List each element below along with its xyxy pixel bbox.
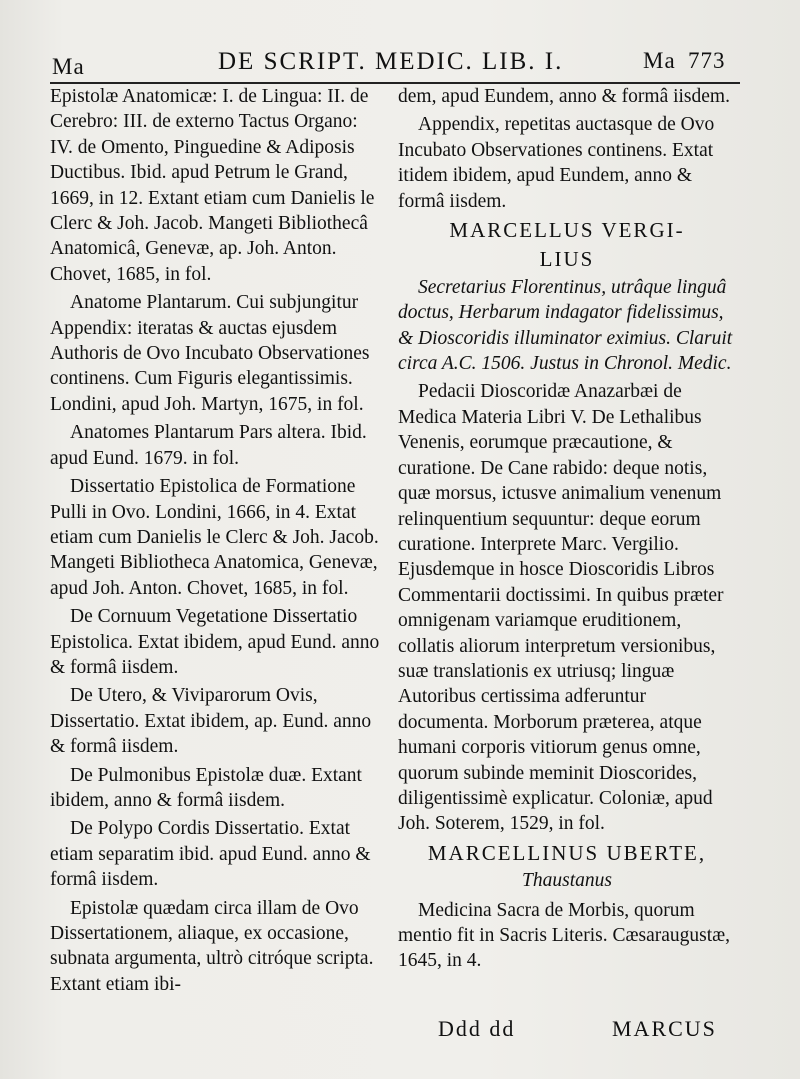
header-title: DE SCRIPT. MEDIC. LIB. I. [218,48,564,75]
entry-paragraph: Medicina Sacra de Morbis, quorum mentio fit in Sacris Literis. Cæsaraugustæ, 1645, in 4. [398,899,731,972]
entry-paragraph: Anatomes Plantarum Pars altera. Ibid. apud Eund. 1679. in fol. [50,422,367,469]
right-column [398,84,736,977]
left-column [50,84,380,1000]
entry-paragraph: De Polypo Cordis Dissertatio. Extat etiam separatim ibid. apud Eund. anno & formâ iisdem. [50,818,371,891]
entry-paragraph: Pedacii Dioscoridæ Anazarbæi de Medica Materia Libri V. De Lethalibus Venenis, eorumque præcautione, & curatione. De Cane rabido: deque notis, quæ morsus, ictusve animalium venenum relinquentium sequuntur: deque eorum curatione. Interprete Marc. Vergilio. Ejusdemque in hosce Dioscoridis Libros Commentarii doctissimi. In quibus præter omnigenam variamque eruditionem, collatis aliorum interpretum versionibus, suæ translationis ex utriusq; linguæ Autoribus certissima adferuntur documenta. Morborum præterea, atque humani corporis vitiorum genus omne, quorum subinde meminit Dioscorides, diligentissimè explicatur. Coloniæ, apud Joh. Soterem, 1529, in fol. [398,381,724,835]
appendix-paragraph: Appendix, repetitas auctasque de Ovo Incubato Observationes continens. Extat itidem ibidem, apud Eundem, anno & formâ iisdem. [398,114,715,212]
continuation-paragraph: dem, apud Eundem, anno & formâ iisdem. [398,86,730,107]
entry-paragraph: Dissertatio Epistolica de Formatione Pulli in Ovo. Londini, 1666, in 4. Extat etiam cum Danielis le Clerc & Joh. Jacob. Mangeti Bibliotheca Anatomica, Genevæ, apud Joh. Anton. Chovet, 1685, in fol. [50,476,379,599]
signature-mark: Ddd dd [438,1016,516,1041]
entry-paragraph: Anatome Plantarum. Cui subjungitur Appendix: iteratas & auctas ejusdem Authoris de Ovo Incubato Observationes continens. Cum Figuris elegantissimis. Londini, apud Joh. Martyn, 1675, in fol. [50,292,370,415]
author-heading: MARCELLINUS UBERTE, [427,840,707,865]
entry-paragraph: Epistolæ Anatomicæ: I. de Lingua: II. de Cerebro: III. de externo Tactus Organo: IV. de Omento, Pinguedine & Adiposis Ductibus. Ibid. apud Petrum le Grand, 1669, in 12. Extant etiam cum Danielis le Clerc & Joh. Jacob. Mangeti Bibliothecâ Anatomicâ, Genevæ, ap. Joh. Anton. Chovet, 1685, in fol. [50,86,375,285]
page-number: 773 [688,48,726,73]
author-description: Secretarius Florentinus, utrâque linguâ doctus, Herbarum indagator fidelissimus, & Dioscoridis illuminator eximius. Claruit circa A.C. 1506. Justus in Chronol. Medic. [398,276,733,375]
author-heading-line1: MARCELLUS VERGI- [449,218,685,243]
entry-paragraph: De Cornuum Vegetatione Dissertatio Epistolica. Extat ibidem, apud Eund. anno & formâ iisdem. [50,606,380,678]
header-right-marker: Ma [643,48,676,73]
entry-paragraph: De Utero, & Viviparorum Ovis, Dissertatio. Extat ibidem, ap. Eund. anno & formâ iisdem. [50,685,372,758]
author-origin: Thaustanus [522,870,612,892]
entry-paragraph: Epistolæ quædam circa illam de Ovo Dissertationem, aliaque, ex occasione, subnata argumenta, ultrò citróque scripta. Extant etiam ibi- [50,897,374,995]
author-heading-line2: LIUS [539,247,595,272]
catchword: MARCUS [612,1016,717,1041]
entry-paragraph: De Pulmonibus Epistolæ duæ. Extant ibidem, anno & formâ iisdem. [50,764,362,811]
header-left-marker: Ma [52,54,85,79]
